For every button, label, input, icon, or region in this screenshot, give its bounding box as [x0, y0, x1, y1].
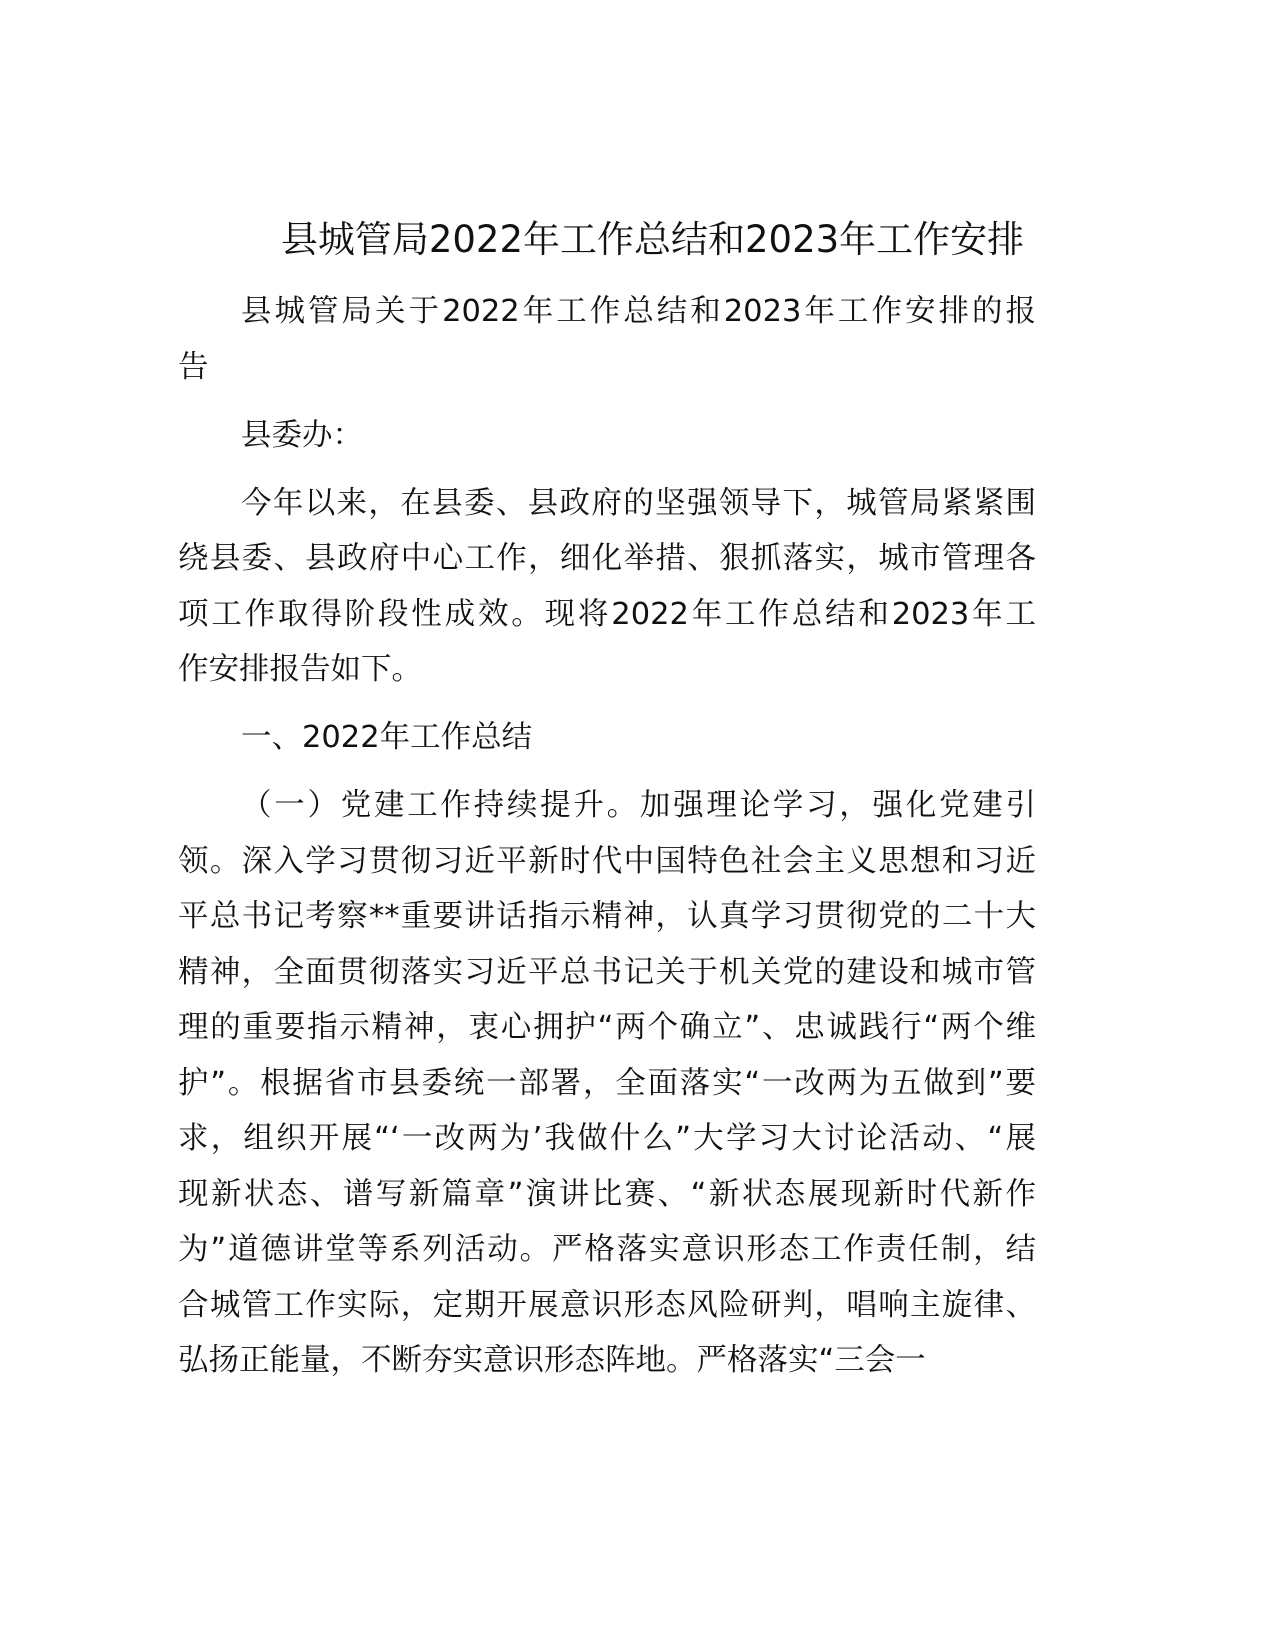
text-line: 弘扬正能量，不断夯实意识形态阵地。严格落实“三会一 — [178, 1343, 926, 1378]
document-title: 县城管局2022年工作总结和2023年工作安排 — [280, 218, 1025, 261]
text-line: 精神，全面贯彻落实习近平总书记关于机关党的建设和城市管 — [178, 954, 1036, 990]
text-line: 平总书记考察**重要讲话指示精神，认真学习贯彻党的二十大 — [178, 899, 1036, 934]
text-line: 护”。根据省市县委统一部署，全面落实“一改两为五做到”要 — [178, 1065, 1036, 1101]
text-line: 县委办： — [241, 417, 363, 453]
paragraph — [178, 476, 1036, 698]
document-body — [178, 284, 1036, 1401]
text-line: 告 — [178, 349, 209, 385]
text-line: 绕县委、县政府中心工作，细化举措、狠抓落实，城市管理各 — [178, 541, 1036, 576]
text-line: 求，组织开展“‘一改两为’我做什么”大学习大讨论活动、“展 — [178, 1121, 1036, 1156]
text-line: 一、2022年工作总结 — [241, 720, 533, 755]
text-line: 为”道德讲堂等系列活动。严格落实意识形态工作责任制，结 — [178, 1232, 1036, 1267]
paragraph — [178, 284, 1036, 395]
text-line: 县城管局关于2022年工作总结和2023年工作安排的报 — [241, 294, 1036, 329]
paragraph — [178, 408, 1036, 464]
text-line: 项工作取得阶段性成效。现将2022年工作总结和2023年工 — [178, 596, 1036, 632]
paragraph — [178, 778, 1036, 1389]
text-line: 领。深入学习贯彻习近平新时代中国特色社会主义思想和习近 — [178, 843, 1036, 879]
text-line: 现新状态、谱写新篇章”演讲比赛、“新状态展现新时代新作 — [178, 1176, 1036, 1212]
text-line: （一）党建工作持续提升。加强理论学习，强化党建引 — [241, 788, 1036, 823]
text-line: 作安排报告如下。 — [178, 652, 422, 687]
text-line: 今年以来，在县委、县政府的坚强领导下，城管局紧紧围 — [241, 485, 1036, 521]
paragraph — [178, 710, 1036, 766]
text-line: 合城管工作实际，定期开展意识形态风险研判，唱响主旋律、 — [178, 1287, 1036, 1323]
text-line: 理的重要指示精神，衷心拥护“两个确立”、忠诚践行“两个维 — [178, 1010, 1036, 1045]
